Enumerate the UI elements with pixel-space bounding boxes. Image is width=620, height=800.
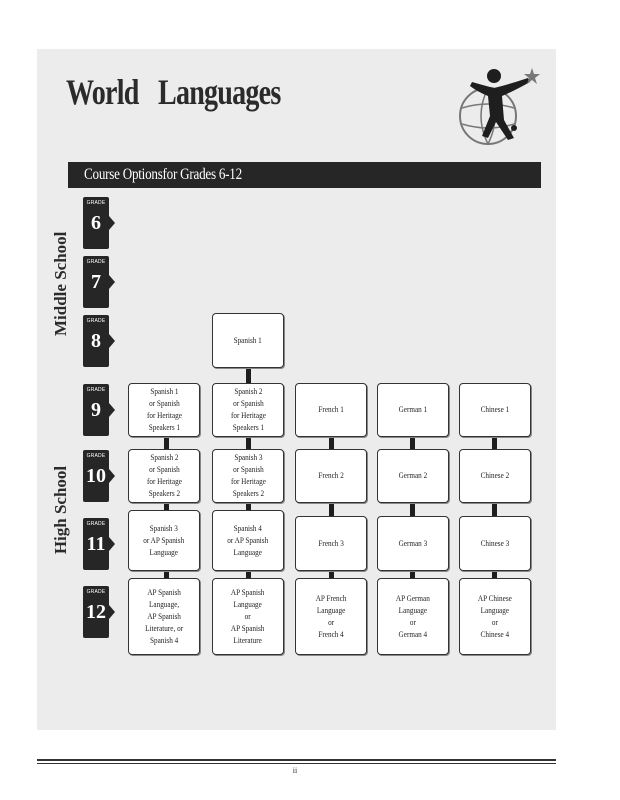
course-g11-spanish-4: Spanish 4 or AP Spanish Language	[212, 510, 284, 571]
grade-7-caption: GRADE	[86, 259, 106, 265]
grade-12-number: 12	[86, 601, 106, 623]
connector	[410, 503, 415, 517]
middle-school-label: Middle School	[51, 231, 70, 336]
course-g12-spanish-ap-lit: AP Spanish Language or AP Spanish Literature	[212, 578, 284, 655]
grade-6-tag	[83, 197, 109, 249]
globe-figure-logo	[458, 64, 542, 148]
section-header-bar	[68, 162, 541, 188]
course-g12-chinese: AP Chinese Language or Chinese 4	[459, 578, 531, 655]
grade-11-caption: GRADE	[86, 521, 106, 527]
title-world: World	[66, 72, 139, 112]
grade-12-caption: GRADE	[86, 589, 106, 595]
title-languages: Languages	[158, 72, 281, 112]
grade-7-tag	[83, 256, 109, 308]
course-g8-spanish: Spanish 1	[212, 313, 284, 368]
connector	[329, 503, 334, 517]
course-g10-french: French 2	[295, 449, 367, 503]
grade-8-caption: GRADE	[86, 318, 106, 324]
grade-11-number: 11	[86, 533, 106, 555]
course-g9-chinese: Chinese 1	[459, 383, 531, 437]
course-g9-german: German 1	[377, 383, 449, 437]
high-school-label: High School	[51, 465, 70, 555]
grade-10-caption: GRADE	[86, 453, 106, 459]
course-g12-german: AP German Language or German 4	[377, 578, 449, 655]
course-g10-chinese: Chinese 2	[459, 449, 531, 503]
course-g11-chinese: Chinese 3	[459, 516, 531, 571]
grade-6-number: 6	[91, 212, 101, 234]
course-g10-spanish-2: Spanish 2 or Spanish for Heritage Speakers 2	[128, 449, 200, 503]
course-g11-german: German 3	[377, 516, 449, 571]
grade-8-number: 8	[91, 330, 101, 352]
grade-6-caption: GRADE	[86, 200, 106, 206]
course-g9-french: French 1	[295, 383, 367, 437]
grade-7-number: 7	[91, 271, 101, 293]
course-g11-spanish-3: Spanish 3 or AP Spanish Language	[128, 510, 200, 571]
grade-8-tag	[83, 315, 109, 367]
grade-10-tag	[83, 450, 109, 502]
footer-rule-thin	[37, 763, 556, 764]
course-g10-spanish-3: Spanish 3 or Spanish for Heritage Speakers 2	[212, 449, 284, 503]
connector	[492, 503, 497, 517]
grade-9-tag	[83, 384, 109, 436]
course-g12-french: AP French Language or French 4	[295, 578, 367, 655]
grade-9-number: 9	[91, 399, 101, 421]
grade-10-number: 10	[86, 465, 106, 487]
grade-12-tag	[83, 586, 109, 638]
grade-9-caption: GRADE	[86, 387, 106, 393]
course-g9-spanish-1: Spanish 1 or Spanish for Heritage Speakers 1	[128, 383, 200, 437]
section-header-text: Course Optionsfor Grades 6-12	[84, 166, 242, 183]
course-g11-french: French 3	[295, 516, 367, 571]
connector	[246, 368, 251, 384]
grade-11-tag	[83, 518, 109, 570]
course-g9-spanish-2: Spanish 2 or Spanish for Heritage Speakers 1	[212, 383, 284, 437]
course-g10-german: German 2	[377, 449, 449, 503]
page-number: ii	[292, 766, 298, 775]
course-g12-spanish-ap: AP Spanish Language, AP Spanish Literature, or Spanish 4	[128, 578, 200, 655]
footer-rule	[37, 759, 556, 761]
